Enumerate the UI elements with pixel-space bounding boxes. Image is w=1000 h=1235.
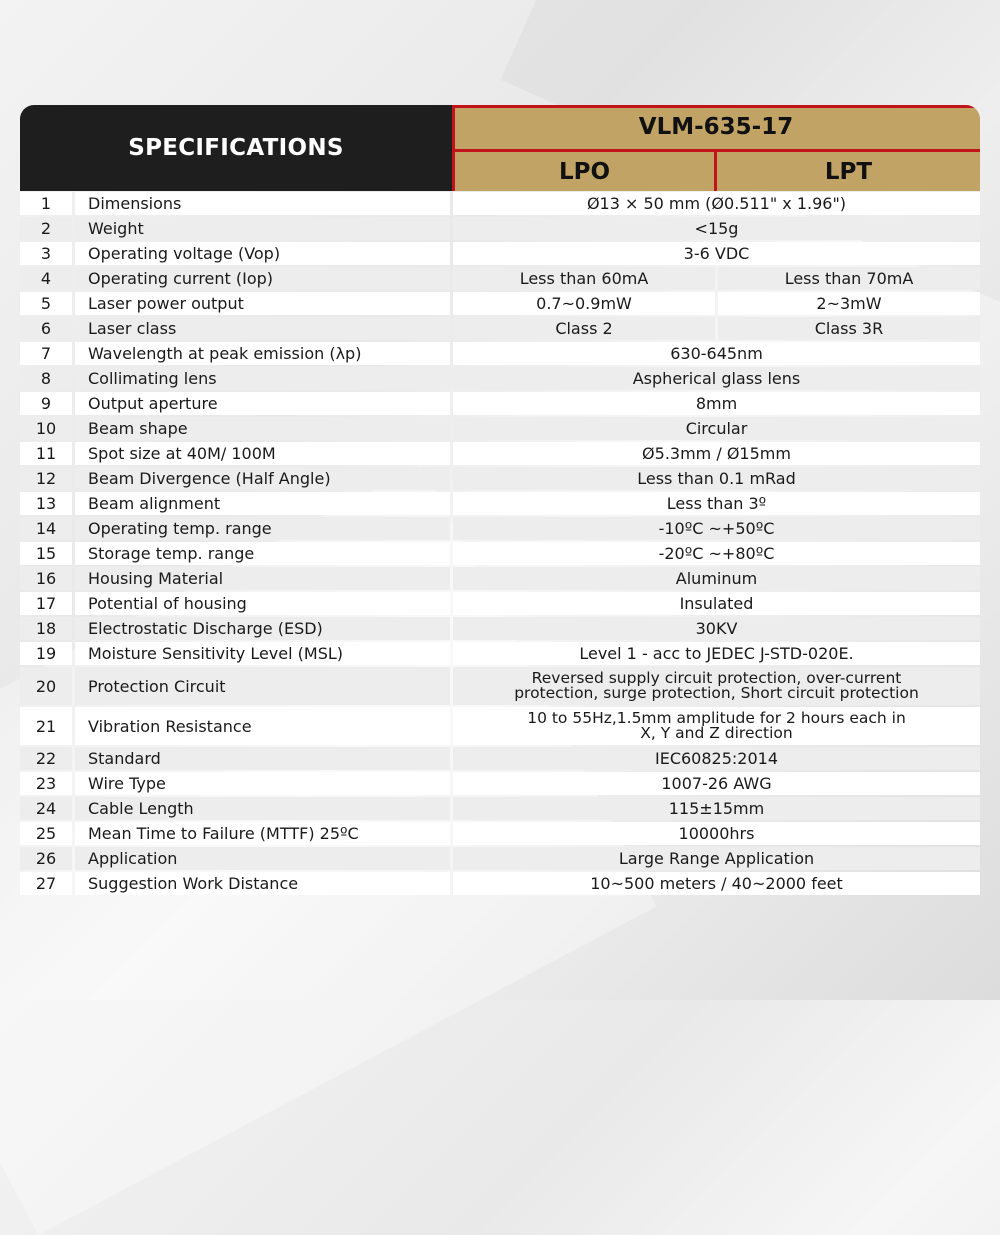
spec-name: Application xyxy=(75,847,450,870)
spec-value: 3-6 VDC xyxy=(453,242,980,265)
spec-value: 8mm xyxy=(453,392,980,415)
row-number: 9 xyxy=(20,392,72,415)
spec-value: Circular xyxy=(453,417,980,440)
row-number: 16 xyxy=(20,567,72,590)
spec-name: Moisture Sensitivity Level (MSL) xyxy=(75,642,450,665)
spec-value: Less than 3º xyxy=(453,492,980,515)
row-number: 18 xyxy=(20,617,72,640)
spec-name: Storage temp. range xyxy=(75,542,450,565)
row-number: 5 xyxy=(20,292,72,315)
row-number: 23 xyxy=(20,772,72,795)
table-row xyxy=(20,191,980,216)
spec-name: Housing Material xyxy=(75,567,450,590)
table-row xyxy=(20,316,980,341)
spec-value: Insulated xyxy=(453,592,980,615)
spec-value xyxy=(453,707,980,745)
spec-value-line: protection, surge protection, Short circuit protection xyxy=(514,684,919,702)
row-number: 24 xyxy=(20,797,72,820)
row-number: 10 xyxy=(20,417,72,440)
spec-name: Dimensions xyxy=(75,192,450,215)
spec-name: Electrostatic Discharge (ESD) xyxy=(75,617,450,640)
spec-value: Large Range Application xyxy=(453,847,980,870)
row-number: 27 xyxy=(20,872,72,895)
table-row xyxy=(20,416,980,441)
row-number: 20 xyxy=(20,667,72,705)
spec-name: Weight xyxy=(75,217,450,240)
row-number: 17 xyxy=(20,592,72,615)
spec-name: Beam Divergence (Half Angle) xyxy=(75,467,450,490)
spec-name: Collimating lens xyxy=(75,367,450,390)
spec-name: Protection Circuit xyxy=(75,667,450,705)
spec-name: Spot size at 40M/ 100M xyxy=(75,442,450,465)
table-row xyxy=(20,441,980,466)
table-row xyxy=(20,746,980,771)
spec-value: IEC60825:2014 xyxy=(453,747,980,770)
table-row xyxy=(20,821,980,846)
table-body xyxy=(20,191,980,896)
spec-value: 30KV xyxy=(453,617,980,640)
model-header xyxy=(452,105,980,191)
table-row xyxy=(20,466,980,491)
column-header-lpt: LPT xyxy=(824,158,873,185)
table-row xyxy=(20,846,980,871)
row-number: 21 xyxy=(20,707,72,745)
table-row xyxy=(20,771,980,796)
spec-value-lpt: 2~3mW xyxy=(718,292,980,315)
specifications-table xyxy=(20,105,980,896)
table-row xyxy=(20,216,980,241)
row-number: 25 xyxy=(20,822,72,845)
spec-name: Beam shape xyxy=(75,417,450,440)
row-number: 4 xyxy=(20,267,72,290)
spec-name: Output aperture xyxy=(75,392,450,415)
spec-name: Operating temp. range xyxy=(75,517,450,540)
row-number: 11 xyxy=(20,442,72,465)
table-header xyxy=(20,105,980,191)
row-number: 12 xyxy=(20,467,72,490)
spec-name: Wavelength at peak emission (λp) xyxy=(75,342,450,365)
spec-value: Aspherical glass lens xyxy=(453,367,980,390)
row-number: 6 xyxy=(20,317,72,340)
table-row xyxy=(20,641,980,666)
spec-value: Ø13 × 50 mm (Ø0.511" x 1.96") xyxy=(453,192,980,215)
spec-value-line: Reversed supply circuit protection, over-current xyxy=(531,669,902,687)
spec-value: -10ºC ~+50ºC xyxy=(453,517,980,540)
row-number: 15 xyxy=(20,542,72,565)
row-number: 2 xyxy=(20,217,72,240)
row-number: 14 xyxy=(20,517,72,540)
spec-name: Wire Type xyxy=(75,772,450,795)
row-number: 3 xyxy=(20,242,72,265)
model-title: VLM-635-17 xyxy=(638,114,794,140)
spec-value: 630-645nm xyxy=(453,342,980,365)
spec-name: Vibration Resistance xyxy=(75,707,450,745)
table-row xyxy=(20,391,980,416)
spec-value: 10~500 meters / 40~2000 feet xyxy=(453,872,980,895)
table-row xyxy=(20,666,980,706)
spec-name: Cable Length xyxy=(75,797,450,820)
spec-name: Mean Time to Failure (MTTF) 25ºC xyxy=(75,822,450,845)
spec-value: <15g xyxy=(453,217,980,240)
spec-value: Ø5.3mm / Ø15mm xyxy=(453,442,980,465)
spec-name: Potential of housing xyxy=(75,592,450,615)
table-row xyxy=(20,706,980,746)
spec-value xyxy=(453,667,980,705)
row-number: 22 xyxy=(20,747,72,770)
column-header-lpo: LPO xyxy=(558,158,611,185)
spec-value-line: X, Y and Z direction xyxy=(640,724,793,742)
spec-value-lpo: Less than 60mA xyxy=(453,267,715,290)
table-row xyxy=(20,591,980,616)
spec-value-lpo: Class 2 xyxy=(453,317,715,340)
table-row xyxy=(20,366,980,391)
spec-name: Beam alignment xyxy=(75,492,450,515)
spec-value-lpt: Class 3R xyxy=(718,317,980,340)
table-row xyxy=(20,871,980,896)
table-row xyxy=(20,341,980,366)
table-row xyxy=(20,291,980,316)
spec-value-line: 10 to 55Hz,1.5mm amplitude for 2 hours each in xyxy=(527,709,906,727)
table-row xyxy=(20,796,980,821)
table-row xyxy=(20,516,980,541)
spec-name: Operating voltage (Vop) xyxy=(75,242,450,265)
spec-value: 1007-26 AWG xyxy=(453,772,980,795)
spec-name: Suggestion Work Distance xyxy=(75,872,450,895)
spec-value-lpo: 0.7~0.9mW xyxy=(453,292,715,315)
row-number: 13 xyxy=(20,492,72,515)
header-divider xyxy=(452,105,980,108)
spec-value: 10000hrs xyxy=(453,822,980,845)
spec-value-lpt: Less than 70mA xyxy=(718,267,980,290)
row-number: 19 xyxy=(20,642,72,665)
spec-value: Aluminum xyxy=(453,567,980,590)
spec-name: Operating current (Iop) xyxy=(75,267,450,290)
spec-name: Standard xyxy=(75,747,450,770)
row-number: 1 xyxy=(20,192,72,215)
table-row xyxy=(20,541,980,566)
spec-value: -20ºC ~+80ºC xyxy=(453,542,980,565)
row-number: 8 xyxy=(20,367,72,390)
table-row xyxy=(20,491,980,516)
table-row xyxy=(20,616,980,641)
row-number: 26 xyxy=(20,847,72,870)
spec-value: 115±15mm xyxy=(453,797,980,820)
table-row xyxy=(20,566,980,591)
spec-name: Laser power output xyxy=(75,292,450,315)
row-number: 7 xyxy=(20,342,72,365)
table-row xyxy=(20,266,980,291)
specifications-heading: SPECIFICATIONS xyxy=(20,105,452,191)
spec-name: Laser class xyxy=(75,317,450,340)
spec-value: Less than 0.1 mRad xyxy=(453,467,980,490)
table-row xyxy=(20,241,980,266)
spec-value: Level 1 - acc to JEDEC J-STD-020E. xyxy=(453,642,980,665)
